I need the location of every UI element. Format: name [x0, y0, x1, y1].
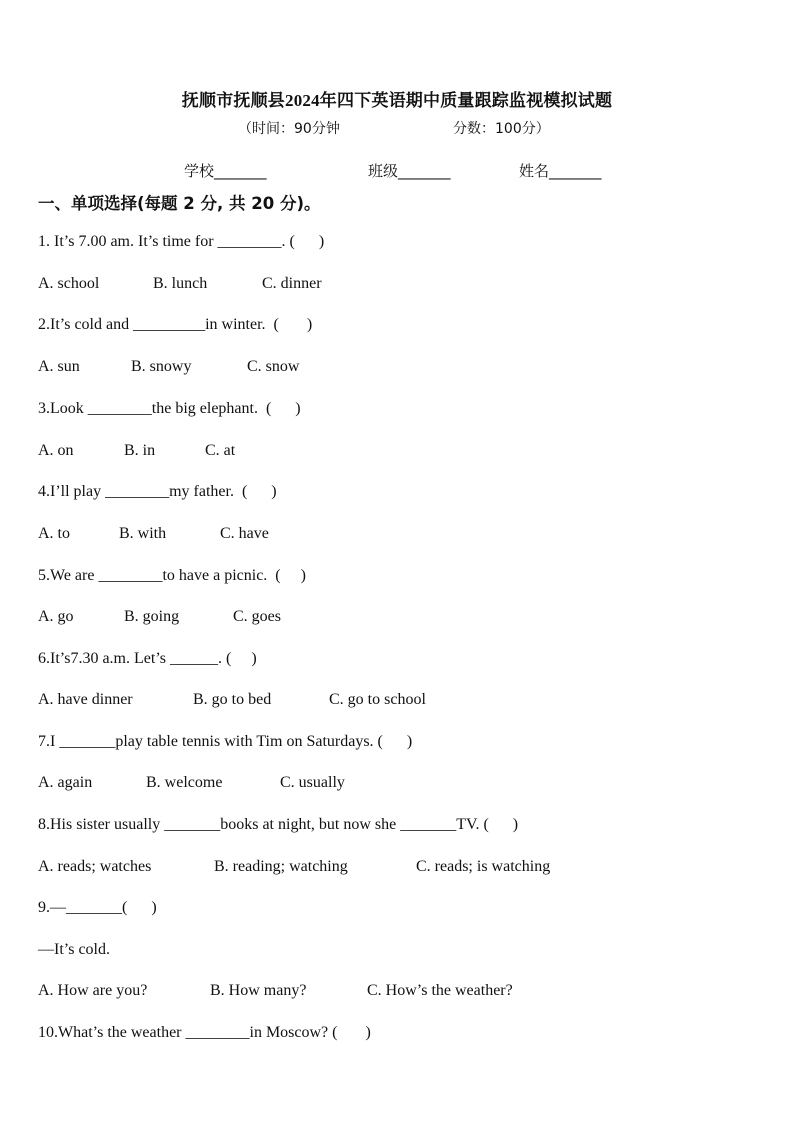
q2-option-c: C. snow — [247, 358, 300, 375]
q8-option-c: C. reads; is watching — [416, 858, 551, 875]
class-field: 班级_______ — [368, 162, 451, 180]
q9-reply: —It’s cold. — [38, 941, 110, 958]
q1-option-c: C. dinner — [262, 275, 322, 292]
q6-option-c: C. go to school — [329, 691, 426, 708]
q3-option-b: B. in — [124, 442, 156, 459]
question-1: 1. It’s 7.00 am. It’s time for ________. ( ) — [38, 233, 325, 250]
q2-option-b: B. snowy — [131, 358, 192, 375]
question-10: 10.What’s the weather ________in Moscow? ( ) — [38, 1024, 371, 1041]
q5-option-b: B. going — [124, 608, 180, 625]
question-8: 8.His sister usually _______books at night, but now she _______TV. ( ) — [38, 816, 519, 833]
q9-option-c: C. How’s the weather? — [367, 982, 513, 999]
question-6: 6.It’s7.30 a.m. Let’s ______. ( ) — [38, 650, 257, 667]
q5-option-a: A. go — [38, 608, 74, 625]
q7-option-a: A. again — [38, 774, 93, 791]
q3-option-c: C. at — [205, 442, 236, 459]
q8-option-a: A. reads; watches — [38, 858, 152, 875]
time-info: （时间：90分钟 — [238, 121, 340, 137]
q4-option-b: B. with — [119, 525, 167, 542]
q7-option-b: B. welcome — [146, 774, 223, 791]
score-info: 分数：100分） — [453, 121, 550, 137]
name-field: 姓名_______ — [519, 162, 602, 180]
q4-option-c: C. have — [220, 525, 269, 542]
q7-option-c: C. usually — [280, 774, 345, 791]
q2-option-a: A. sun — [38, 358, 80, 375]
question-5: 5.We are ________to have a picnic. ( ) — [38, 567, 306, 584]
q8-option-b: B. reading; watching — [214, 858, 348, 875]
q9-option-a: A. How are you? — [38, 982, 148, 999]
question-9: 9.—_______( ) — [38, 899, 157, 916]
q4-option-a: A. to — [38, 525, 70, 542]
section-heading: 一、单项选择(每题 2 分, 共 20 分)。 — [38, 194, 321, 213]
question-2: 2.It’s cold and _________in winter. ( ) — [38, 316, 313, 333]
q1-option-b: B. lunch — [153, 275, 208, 292]
question-4: 4.I’ll play ________my father. ( ) — [38, 483, 277, 500]
question-3: 3.Look ________the big elephant. ( ) — [38, 400, 301, 417]
q6-option-a: A. have dinner — [38, 691, 133, 708]
exam-title: 抚顺市抚顺县2024年四下英语期中质量跟踪监视模拟试题 — [181, 91, 613, 110]
q3-option-a: A. on — [38, 442, 74, 459]
q5-option-c: C. goes — [233, 608, 281, 625]
school-field: 学校_______ — [184, 162, 267, 180]
q9-option-b: B. How many? — [210, 982, 307, 999]
q1-option-a: A. school — [38, 275, 100, 292]
question-7: 7.I _______play table tennis with Tim on Saturdays. ( ) — [38, 733, 413, 750]
q6-option-b: B. go to bed — [193, 691, 272, 708]
